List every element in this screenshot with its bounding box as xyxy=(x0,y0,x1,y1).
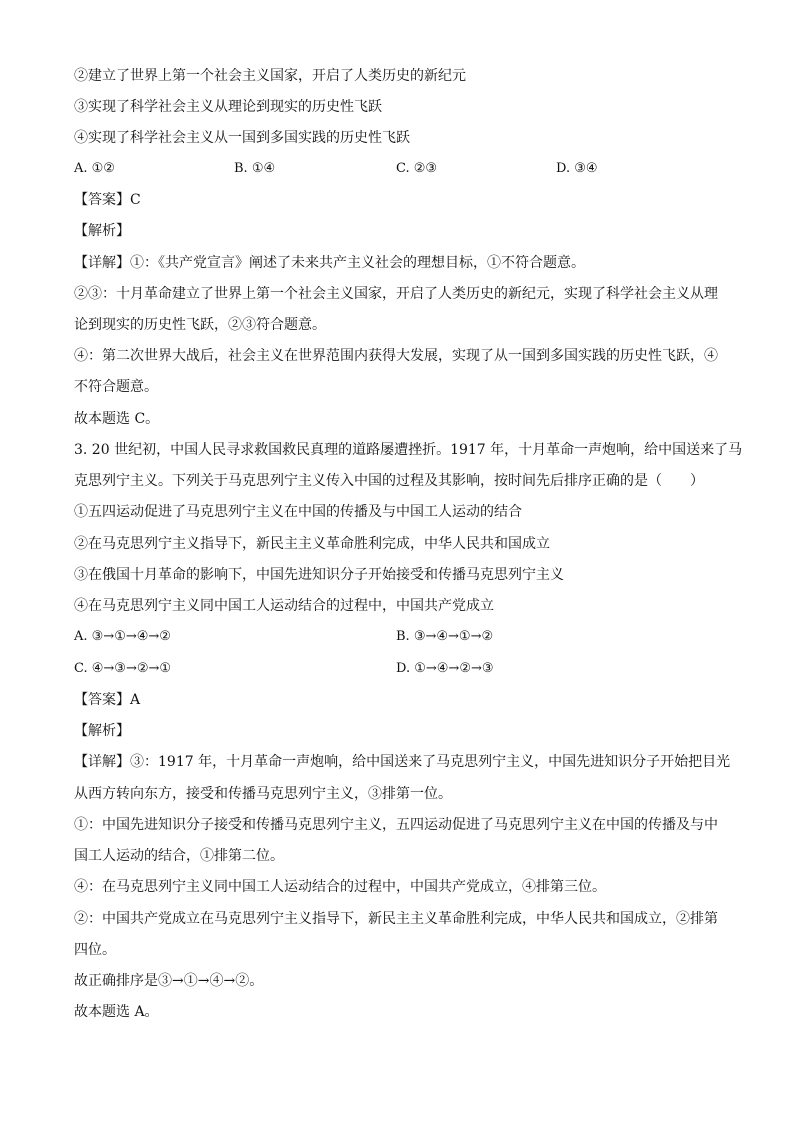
q3-detail-4b: 四位。 xyxy=(74,942,116,958)
q3-item-4: ④在马克思列宁主义同中国工人运动结合的过程中，中国共产党成立 xyxy=(74,598,494,614)
q2-conclusion: 故本题选 C。 xyxy=(74,411,160,427)
detail-tag: 【详解】 xyxy=(74,255,130,271)
q3-stem-2: 克思列宁主义。下列关于马克思列宁主义传入中国的过程及其影响，按时间先后排序正确的是（ ） xyxy=(74,473,704,489)
q3-answer: A xyxy=(130,692,141,708)
detail-tag: 【详解】 xyxy=(74,754,130,770)
q2-option-b: B. ①④ xyxy=(234,161,276,176)
q2-answer: C xyxy=(130,192,141,208)
q3-stem-1: 3. 20 世纪初，中国人民寻求救国救民真理的道路屡遭挫折。1917 年，十月革命一声炮响，给中国送来了马 xyxy=(74,442,743,458)
q2-statement-4: ④实现了科学社会主义从一国到多国实践的历史性飞跃 xyxy=(74,130,410,146)
q3-detail-2a: ①：中国先进知识分子接受和传播马克思列宁主义，五四运动促进了马克思列宁主义在中国的传播及与中 xyxy=(74,817,718,833)
q2-statement-2: ②建立了世界上第一个社会主义国家，开启了人类历史的新纪元 xyxy=(74,68,466,84)
q2-answer-line xyxy=(74,191,141,209)
q3-option-b: B. ③→④→①→② xyxy=(396,629,494,644)
q3-item-2: ②在马克思列宁主义指导下，新民主主义革命胜利完成，中华人民共和国成立 xyxy=(74,536,550,552)
q2-detail-3b: 不符合题意。 xyxy=(74,379,158,395)
q3-conclusion: 故本题选 A。 xyxy=(74,1004,159,1020)
q2-detail-2a: ②③：十月革命建立了世界上第一个社会主义国家，开启了人类历史的新纪元，实现了科学社会主义从理 xyxy=(74,286,718,302)
q3-detail-1b: 从西方转向东方，接受和传播马克思列宁主义，③排第一位。 xyxy=(74,786,452,802)
q3-answer-line xyxy=(74,691,140,709)
q3-detail-1a-text: ③：1917 年，十月革命一声炮响，给中国送来了马克思列宁主义，中国先进知识分子开始把目光 xyxy=(130,754,731,770)
q2-detail-1 xyxy=(74,254,585,272)
q2-statement-3: ③实现了科学社会主义从理论到现实的历史性飞跃 xyxy=(74,99,382,115)
q3-option-d: D. ①→④→②→③ xyxy=(396,661,494,676)
q3-option-c: C. ④→③→②→① xyxy=(74,661,172,676)
q3-option-a: A. ③→①→④→② xyxy=(74,629,171,644)
q2-detail-3a: ④：第二次世界大战后，社会主义在世界范围内获得大发展，实现了从一国到多国实践的历史性飞跃，④ xyxy=(74,348,718,364)
q2-option-a: A. ①② xyxy=(74,161,115,176)
q2-detail-1-text: ①：《共产党宣言》阐述了未来共产主义社会的理想目标，①不符合题意。 xyxy=(130,255,585,271)
q3-detail-1a xyxy=(74,753,730,771)
q2-analysis-tag: 【解析】 xyxy=(74,223,130,239)
q2-option-d: D. ③④ xyxy=(556,161,598,176)
q3-detail-4a: ②：中国共产党成立在马克思列宁主义指导下，新民主主义革命胜利完成，中华人民共和国成立，②排第 xyxy=(74,911,718,927)
q2-option-c: C. ②③ xyxy=(396,161,438,176)
q2-detail-2b: 论到现实的历史性飞跃，②③符合题意。 xyxy=(74,317,326,333)
q3-analysis-tag: 【解析】 xyxy=(74,723,130,739)
q3-detail-2b: 国工人运动的结合，①排第二位。 xyxy=(74,848,284,864)
q3-item-1: ①五四运动促进了马克思列宁主义在中国的传播及与中国工人运动的结合 xyxy=(74,504,522,520)
answer-tag: 【答案】 xyxy=(74,692,130,708)
q3-order: 故正确排序是③→①→④→②。 xyxy=(74,973,264,989)
answer-tag: 【答案】 xyxy=(74,192,130,208)
q3-detail-3: ④：在马克思列宁主义同中国工人运动结合的过程中，中国共产党成立，④排第三位。 xyxy=(74,879,606,895)
q3-item-3: ③在俄国十月革命的影响下，中国先进知识分子开始接受和传播马克思列宁主义 xyxy=(74,567,564,583)
